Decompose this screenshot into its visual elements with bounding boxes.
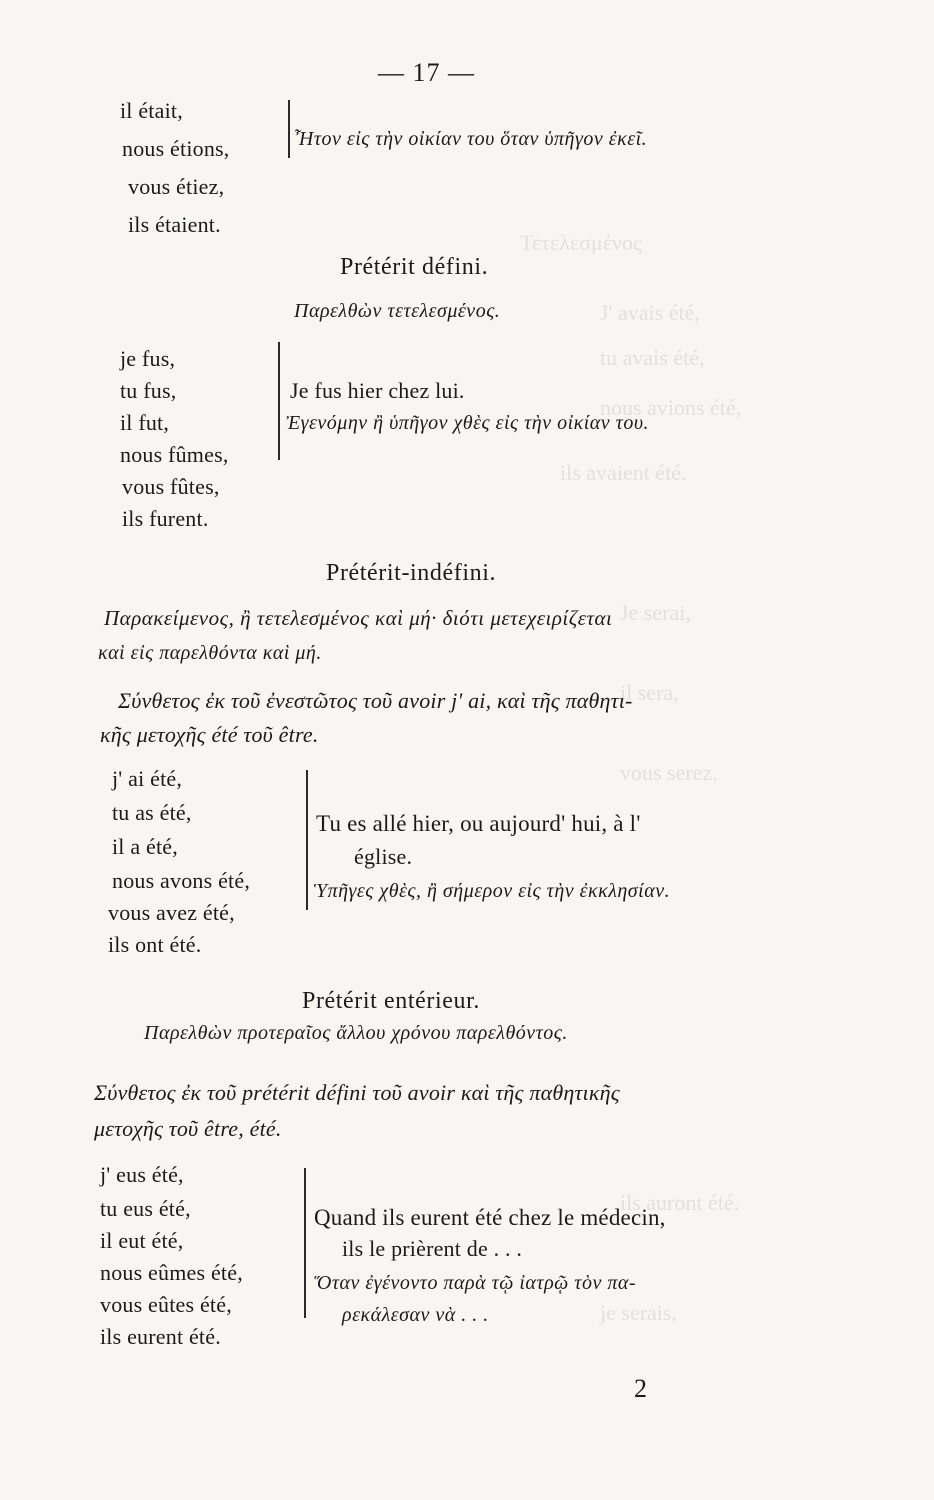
bracket-line-3 — [306, 770, 308, 910]
anterieur-example-fr-line2: ils le prièrent de . . . — [342, 1236, 523, 1261]
indefini-form-5: vous avez été, — [108, 900, 235, 925]
book-page: Τετελεσμένος J' avais été, tu avais été, nous avions été, ils avaient été. Je serai, il sera, vous serez, ils auront été. je serais, — 17 — il était, nous étions, vous étiez, ils étaient. Ἦτον εἰς τὴν οἰκίαν του ὅταν ὑπῆγον ἐκεῖ. Prétérit défini. Παρελθὼν τετελεσμένος. je fus, tu fus, il fut, nous fûmes, vous fûtes, ils furent. Je fus hier chez lui. Ἐγενόμην ἢ ὑπῆγον χθὲς εἰς τὴν οἰκίαν του. Prétérit-indéfini. Παρακείμενος, ἢ τετελεσμένος καὶ μή· διότι μετεχειρίζεται καὶ εἰς παρελθόντα καὶ μή. Σύνθετος ἐκ τοῦ ἐνεστῶτος τοῦ avoir j' ai, καὶ τῆς παθητι- κῆς μετοχῆς été τοῦ être. j' ai été, tu as été, il a été, nous avons été, vous avez été, ils ont été. Tu es allé hier, ou aujourd' hui, à l' église. Ὑπῆγες χθὲς, ἢ σήμερον εἰς τὴν ἐκκλησίαν. Prétérit entérieur. Παρελθὼν προτεραῖος ἄλλου χρόνου παρελθόντος. Σύνθετος ἐκ τοῦ prétérit défini τοῦ avoir καὶ τῆς παθητικῆς μετοχῆς τοῦ être, été. j' eus été, tu eus été, il eut été, nous eûmes été, vous eûtes été, ils eurent été. Quand ils eurent été chez le médecin, ils le prièrent de . . . Ὅταν ἐγένοντο παρὰ τῷ ἰατρῷ τὸν πα- ρεκάλεσαν νὰ . . . 2 — [94, 58, 742, 1403]
imparfait-greek-example: Ἦτον εἰς τὴν οἰκίαν του ὅταν ὑπῆγον ἐκεῖ. — [294, 128, 648, 150]
defini-example-fr: Je fus hier chez lui. — [290, 378, 465, 403]
anterieur-example-gr-line2: ρεκάλεσαν νὰ . . . — [342, 1304, 489, 1326]
indefini-example-fr-line1: Tu es allé hier, ou aujourd' hui, à l' — [316, 811, 641, 836]
imparfait-form-1: il était, — [120, 98, 183, 123]
heading-preterit-defini: Prétérit défini. — [340, 254, 489, 280]
defini-form-2: tu fus, — [120, 378, 177, 403]
bracket-line-2 — [278, 342, 280, 460]
indefini-para1-line2: καὶ εἰς παρελθόντα καὶ μή. — [98, 642, 322, 664]
anterieur-example-fr-line1: Quand ils eurent été chez le médecin, — [314, 1205, 666, 1230]
indefini-form-3: il a été, — [112, 834, 178, 859]
defini-form-3: il fut, — [120, 410, 170, 435]
anterieur-greek-heading: Παρελθὼν προτεραῖος ἄλλου χρόνου παρελθόντος. — [144, 1022, 568, 1044]
signature-mark: 2 — [634, 1374, 648, 1403]
indefini-para1-line1: Παρακείμενος, ἢ τετελεσμένος καὶ μή· διότι μετεχειρίζεται — [104, 606, 613, 630]
indefini-example-fr-line2: église. — [354, 844, 413, 869]
indefini-para2-line2: κῆς μετοχῆς été τοῦ être. — [100, 722, 319, 747]
anterieur-para-line2: μετοχῆς τοῦ être, été. — [94, 1116, 282, 1141]
page-number: — 17 — — [378, 58, 475, 87]
indefini-form-6: ils ont été. — [108, 932, 202, 957]
anterieur-form-6: ils eurent été. — [100, 1324, 221, 1349]
anterieur-para-line1: Σύνθετος ἐκ τοῦ prétérit défini τοῦ avoir καὶ τῆς παθητικῆς — [94, 1080, 620, 1105]
anterieur-form-3: il eut été, — [100, 1228, 184, 1253]
heading-preterit-indefini: Prétérit-indéfini. — [326, 560, 497, 586]
indefini-para2-line1: Σύνθετος ἐκ τοῦ ἐνεστῶτος τοῦ avoir j' ai, καὶ τῆς παθητι- — [118, 688, 633, 713]
imparfait-form-2: nous étions, — [122, 136, 230, 161]
defini-form-4: nous fûmes, — [120, 442, 229, 467]
indefini-form-4: nous avons été, — [112, 868, 251, 893]
indefini-form-1: j' ai été, — [112, 766, 183, 791]
indefini-form-2: tu as été, — [112, 800, 192, 825]
defini-form-5: vous fûtes, — [122, 474, 220, 499]
anterieur-example-gr-line1: Ὅταν ἐγένοντο παρὰ τῷ ἰατρῷ τὸν πα- — [314, 1272, 637, 1294]
anterieur-form-1: j' eus été, — [100, 1162, 184, 1187]
anterieur-form-4: nous eûmes été, — [100, 1260, 243, 1285]
defini-form-1: je fus, — [120, 346, 176, 371]
indefini-example-gr: Ὑπῆγες χθὲς, ἢ σήμερον εἰς τὴν ἐκκλησίαν. — [314, 880, 671, 902]
bracket-line-1 — [288, 100, 290, 158]
heading-preterit-anterieur: Prétérit entérieur. — [302, 988, 480, 1014]
defini-form-6: ils furent. — [122, 506, 209, 531]
greek-heading-defini: Παρελθὼν τετελεσμένος. — [294, 300, 501, 322]
defini-example-gr: Ἐγενόμην ἢ ὑπῆγον χθὲς εἰς τὴν οἰκίαν του. — [286, 412, 650, 434]
imparfait-form-4: ils étaient. — [128, 212, 221, 237]
imparfait-form-3: vous étiez, — [128, 174, 225, 199]
anterieur-form-5: vous eûtes été, — [100, 1292, 232, 1317]
anterieur-form-2: tu eus été, — [100, 1196, 191, 1221]
bracket-line-4 — [304, 1168, 306, 1318]
